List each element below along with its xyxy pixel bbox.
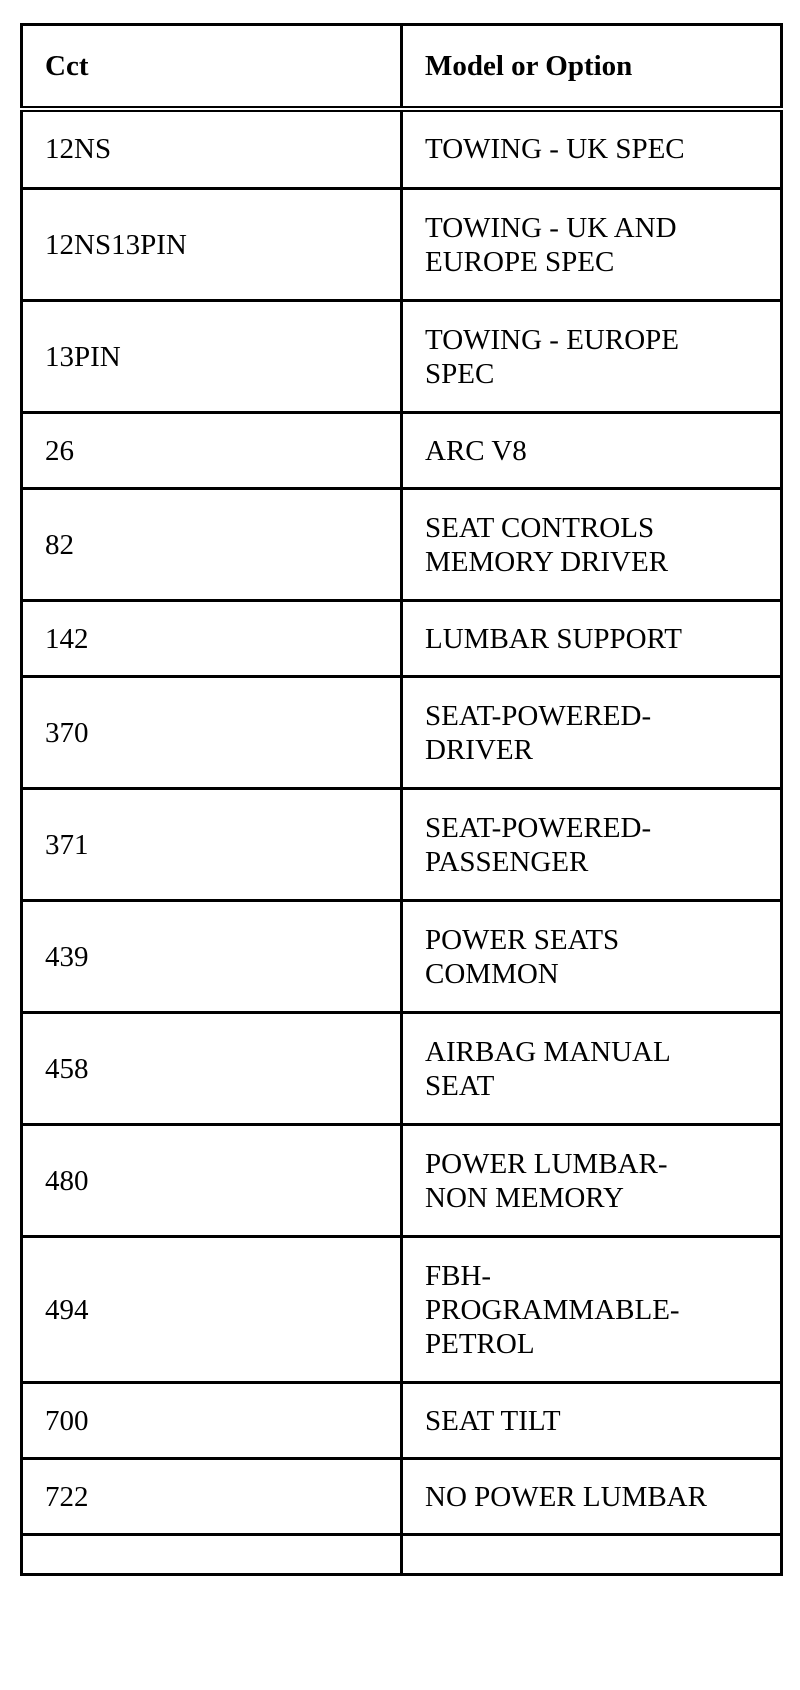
option-text-line: PROGRAMMABLE- (425, 1293, 680, 1326)
option-cell (402, 1459, 782, 1535)
option-text-line: TOWING - UK SPEC (425, 133, 685, 166)
table-row (22, 1013, 782, 1125)
cct-cell: 722 (22, 1459, 402, 1535)
option-text-line: EUROPE SPEC (425, 245, 615, 278)
table-row (22, 789, 782, 901)
option-cell (402, 189, 782, 301)
options-table-container (20, 23, 780, 1690)
table-row (22, 109, 782, 189)
option-cell (402, 489, 782, 601)
cct-cell: 26 (22, 413, 402, 489)
option-cell (402, 109, 782, 189)
cct-cell: 82 (22, 489, 402, 601)
option-text-line: NO POWER LUMBAR (425, 1480, 707, 1513)
option-text-line: SEAT-POWERED- (425, 699, 652, 732)
cct-cell: 494 (22, 1237, 402, 1383)
option-cell (402, 601, 782, 677)
option-text-line: PETROL (425, 1327, 535, 1360)
cct-cell: 370 (22, 677, 402, 789)
option-text-line: LUMBAR SUPPORT (425, 622, 682, 655)
table-row (22, 489, 782, 601)
option-text-line: COMMON (425, 957, 559, 990)
option-text-line: POWER LUMBAR- (425, 1147, 668, 1180)
option-text-line: SEAT TILT (425, 1404, 561, 1437)
option-text-line: SEAT-POWERED- (425, 811, 652, 844)
option-cell (402, 1013, 782, 1125)
table-row (22, 677, 782, 789)
option-cell (402, 901, 782, 1013)
table-row (22, 1459, 782, 1535)
table-row (22, 1125, 782, 1237)
option-cell (402, 301, 782, 413)
option-cell-empty (402, 1535, 782, 1575)
table-row (22, 189, 782, 301)
header-model-or-option: Model or Option (402, 25, 782, 109)
cct-cell: 458 (22, 1013, 402, 1125)
cct-cell: 12NS (22, 109, 402, 189)
option-text-line: ARC V8 (425, 434, 527, 467)
cct-cell-empty (22, 1535, 402, 1575)
option-cell (402, 1237, 782, 1383)
option-cell (402, 1125, 782, 1237)
cct-cell: 12NS13PIN (22, 189, 402, 301)
table-row (22, 301, 782, 413)
option-text-line: TOWING - EUROPE (425, 323, 679, 356)
table-header-row (22, 25, 782, 109)
table-row (22, 413, 782, 489)
option-cell (402, 413, 782, 489)
option-text-line: AIRBAG MANUAL (425, 1035, 671, 1068)
table-row (22, 1237, 782, 1383)
option-text-line: SEAT (425, 1069, 495, 1102)
option-text-line: TOWING - UK AND (425, 211, 677, 244)
option-text-line: FBH- (425, 1259, 492, 1292)
option-text-line: NON MEMORY (425, 1181, 624, 1214)
cct-cell: 439 (22, 901, 402, 1013)
cct-cell: 371 (22, 789, 402, 901)
cct-cell: 13PIN (22, 301, 402, 413)
option-text-line: DRIVER (425, 733, 533, 766)
option-text-line: POWER SEATS (425, 923, 620, 956)
table-row (22, 1383, 782, 1459)
table-body (22, 109, 782, 1575)
option-text-line: PASSENGER (425, 845, 589, 878)
option-text-line: SEAT CONTROLS (425, 511, 655, 544)
table-row (22, 901, 782, 1013)
option-text-line: MEMORY DRIVER (425, 545, 669, 578)
cct-cell: 480 (22, 1125, 402, 1237)
option-cell (402, 789, 782, 901)
options-table (20, 23, 783, 1576)
table-row-cutoff (22, 1535, 782, 1575)
table-row (22, 601, 782, 677)
option-cell (402, 1383, 782, 1459)
cct-cell: 700 (22, 1383, 402, 1459)
header-cct: Cct (22, 25, 402, 109)
cct-cell: 142 (22, 601, 402, 677)
option-cell (402, 677, 782, 789)
option-text-line: SPEC (425, 357, 495, 390)
